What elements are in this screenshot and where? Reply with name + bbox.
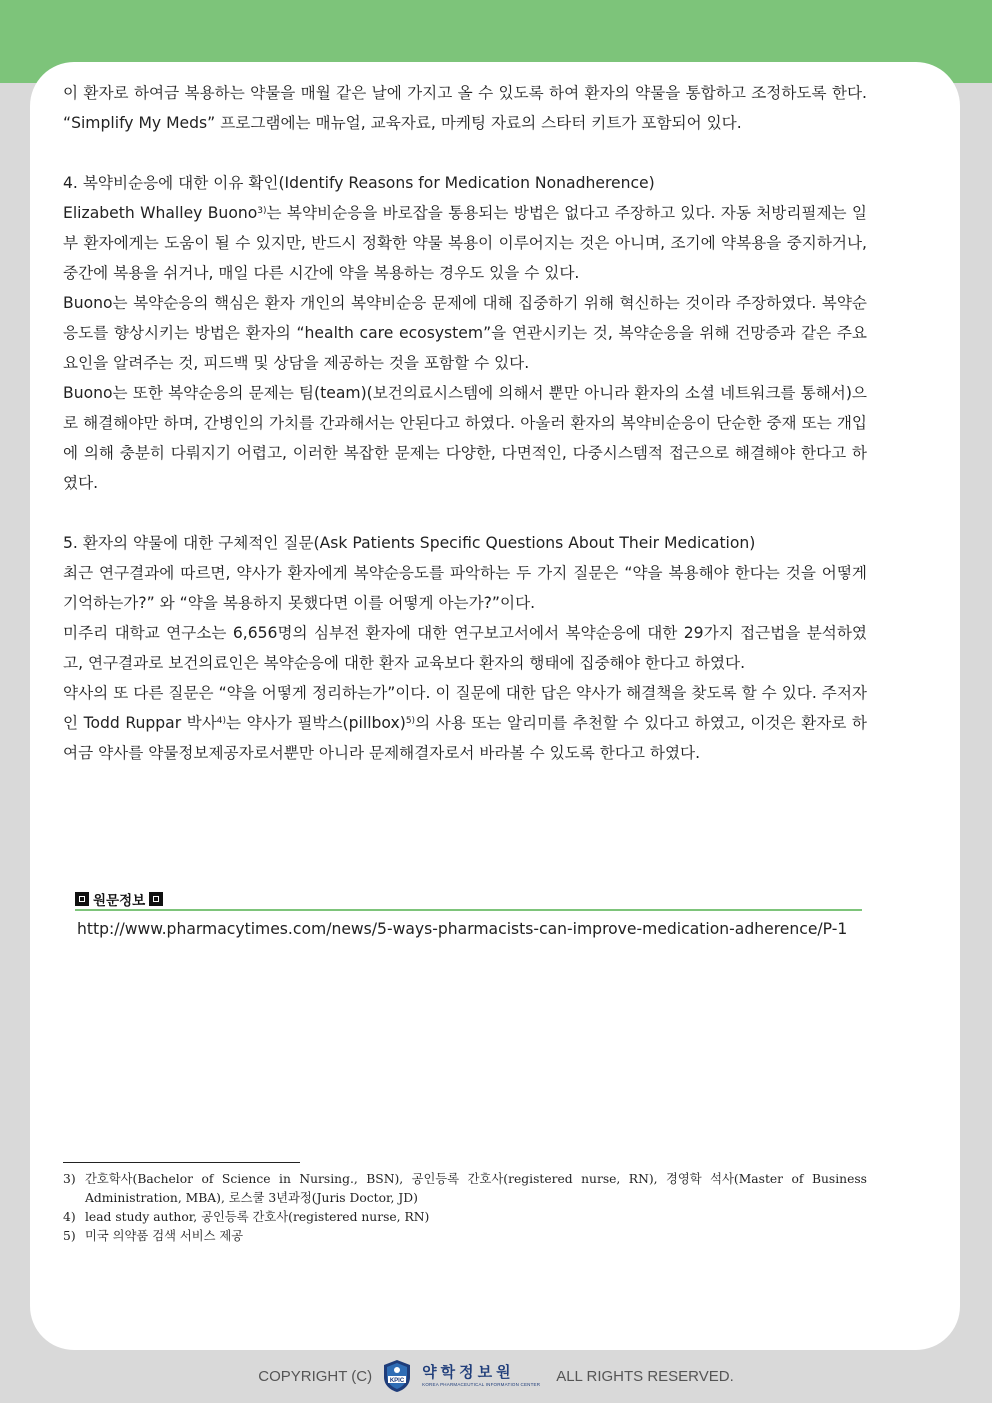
footnote-ref-3[interactable]: 3): [257, 206, 267, 216]
section-5-paragraph-1: 최근 연구결과에 따르면, 약사가 환자에게 복약순응도를 파악하는 두 가지 질문은 “약을 복용해야 한다는 것을 어떻게 기억하는가?” 와 “약을 복용하지 못했다면 이를 어떻게 아는가?”이다.: [63, 564, 867, 612]
footnote-ref-5[interactable]: 5): [405, 716, 416, 726]
kpic-logo-subtitle: KOREA PHARMACEUTICAL INFORMATION CENTER: [422, 1382, 541, 1387]
kpic-logo-name: 약학정보원: [422, 1364, 515, 1381]
footnotes: [63, 1170, 867, 1246]
source-url-link[interactable]: http://www.pharmacytimes.com/news/5-ways-pharmacists-can-improve-medication-adherence/P-1: [77, 920, 848, 938]
source-info-header: [75, 889, 862, 911]
footnote-item: 3) 간호학사(Bachelor of Science in Nursing., BSN), 공인등록 간호사(registered nurse, RN), 경영학 석사(Master of Business Administration, MBA), 로스쿨 3년과정(Juris Doctor, JD): [63, 1172, 867, 1205]
footnote-ref-4[interactable]: 4): [216, 716, 227, 726]
kpic-badge-text: KPIC: [389, 1378, 405, 1384]
footnote-item: 4) lead study author, 공인등록 간호사(registered nurse, RN): [63, 1210, 430, 1224]
section-4-heading: 4. 복약비순응에 대한 이유 확인(Identify Reasons for Medication Nonadherence): [63, 174, 655, 192]
article-body: [63, 78, 867, 768]
section-4-paragraph-2: Buono는 복약순응의 핵심은 환자 개인의 복약비순응 문제에 대해 집중하기 위해 혁신하는 것이라 주장하였다. 복약순응도를 향상시키는 방법은 환자의 “health care ecosystem”을 연관시키는 것, 복약순응을 위해 건망증과 같은 주요요인을 알려주는 것, 피드백 및 상담을 제공하는 것을 포함할 수 있다.: [63, 294, 868, 372]
kpic-logo-icon: [382, 1359, 412, 1393]
rights-text: ALL RIGHTS RESERVED.: [556, 1367, 734, 1385]
square-bullet-icon: [75, 892, 89, 906]
section-5-heading: 5. 환자의 약물에 대한 구체적인 질문(Ask Patients Specific Questions About Their Medication): [63, 534, 756, 552]
footnote-item: 5) 미국 의약품 검색 서비스 제공: [63, 1229, 244, 1243]
square-bullet-icon: [149, 892, 163, 906]
section-4-paragraph-1: Elizabeth Whalley Buono$^{3)}$는 복약비순응을 바로잡을 통용되는 방법은 없다고 주장하고 있다. 자동 처방리필제는 일부 환자에게는 도움이 될 수 있지만, 반드시 정확한 약물 복용이 이루어지는 것은 아니며, 조기에 약복용을 중지하거나, 중간에 복용을 쉬거나, 매일 다른 시간에 약을 복용하는 경우도 있을 수 있다.: [63, 204, 867, 282]
kpic-logo-text: [422, 1364, 540, 1388]
source-info-title: 원문정보: [93, 892, 146, 909]
copyright-text: COPYRIGHT (C): [258, 1367, 373, 1385]
section-5-paragraph-3: 약사의 또 다른 질문은 “약을 어떻게 정리하는가”이다. 이 질문에 대한 답은 약사가 해결책을 찾도록 할 수 있다. 주저자인 Todd Ruppar 박사$^{4)}$는 약사가 필박스(pillbox)$^{5)}$의 사용 또는 알리미를 추천할 수 있다고 하였고, 이것은 환자로 하여금 약사를 약물정보제공자로서뿐만 아니라 문제해결자로서 바라볼 수 있도록 한다고 하였다.: [63, 684, 868, 762]
source-info-box: [75, 889, 862, 943]
intro-paragraph: 이 환자로 하여금 복용하는 약물을 매월 같은 날에 가지고 올 수 있도록 하여 환자의 약물을 통합하고 조정하도록 한다. “Simplify My Meds” 프로그램에는 매뉴얼, 교육자료, 마케팅 자료의 스타터 키트가 포함되어 있다.: [63, 84, 867, 132]
section-5-paragraph-2: 미주리 대학교 연구소는 6,656명의 심부전 환자에 대한 연구보고서에서 복약순응에 대한 29가지 접근법을 분석하였고, 연구결과로 보건의료인은 복약순응에 대한 환자 교육보다 환자의 행태에 집중해야 한다고 하였다.: [63, 624, 867, 672]
footer: [0, 1356, 992, 1396]
section-4-paragraph-3: Buono는 또한 복약순응의 문제는 팀(team)(보건의료시스템에 의해서 뿐만 아니라 환자의 소셜 네트워크를 통해서)으로 해결해야만 하며, 간병인의 가치를 간과해서는 안된다고 하였다. 아울러 환자의 복약비순응이 단순한 중재 또는 개입에 의해 충분히 다뤄지기 어렵고, 이러한 복잡한 문제는 다양한, 다면적인, 다중시스템적 접근으로 해결해야 한다고 하였다.: [63, 384, 867, 492]
footnote-divider: [63, 1162, 300, 1163]
